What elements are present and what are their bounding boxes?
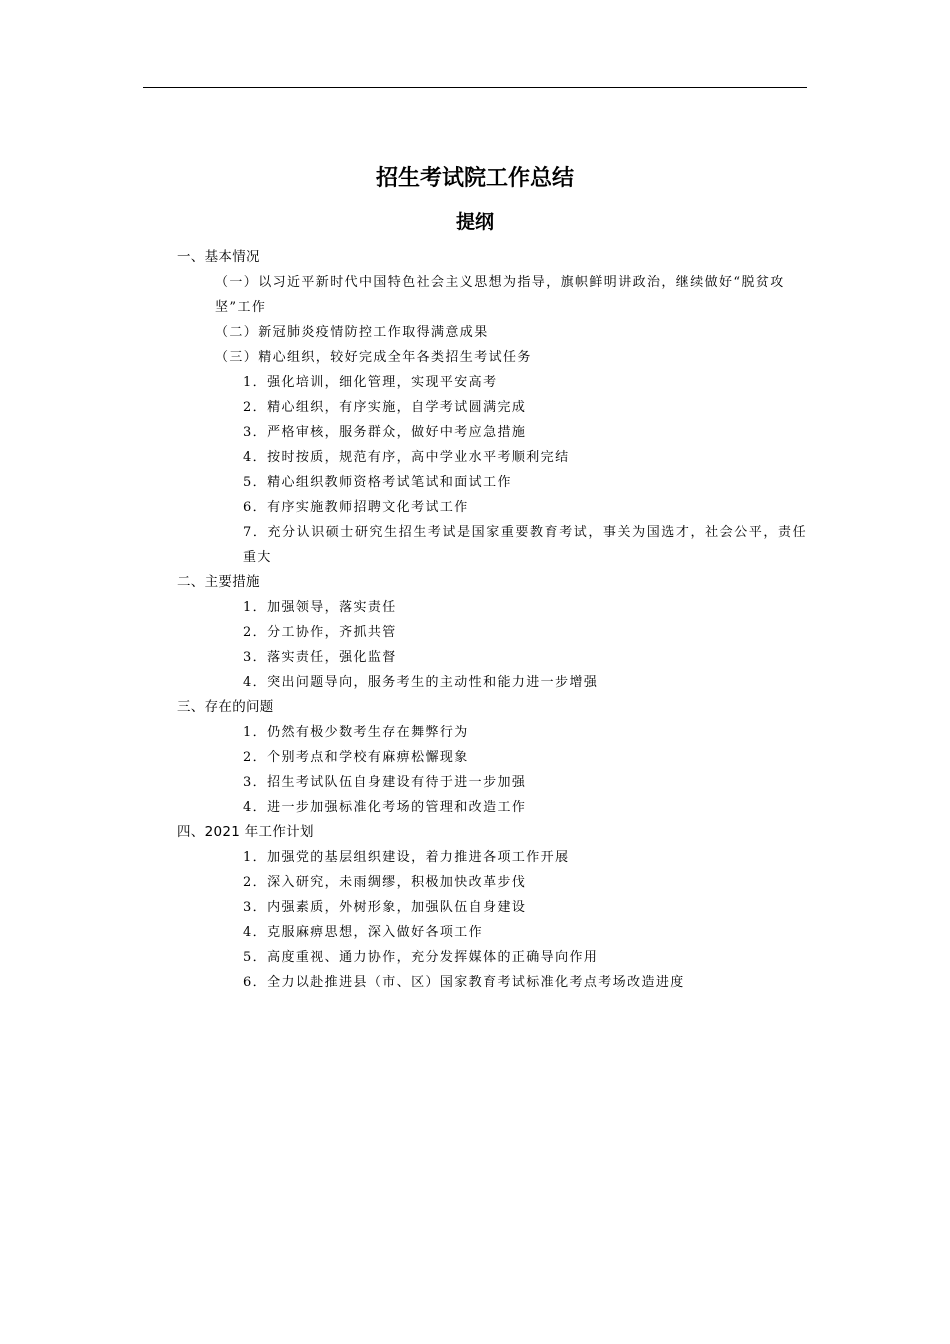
- subsection-item: （二）新冠肺炎疫情防控工作取得满意成果: [215, 325, 489, 340]
- list-item: 5．高度重视、通力协作，充分发挥媒体的正确导向作用: [243, 950, 599, 965]
- list-item: 6．有序实施教师招聘文化考试工作: [243, 500, 469, 515]
- list-item: 4．克服麻痹思想，深入做好各项工作: [243, 925, 484, 940]
- section-heading-main-measures: 二、主要措施: [177, 574, 260, 590]
- list-item: 3．落实责任，强化监督: [243, 650, 397, 665]
- list-item: 4．进一步加强标准化考场的管理和改造工作: [243, 800, 527, 815]
- section-heading-existing-problems: 三、存在的问题: [177, 699, 274, 715]
- document-subtitle: 提纲: [455, 211, 494, 233]
- list-item: 3．招生考试队伍自身建设有待于进一步加强: [243, 775, 527, 790]
- list-item: 5．精心组织教师资格考试笔试和面试工作: [243, 475, 512, 490]
- list-item: 1．强化培训，细化管理，实现平安高考: [243, 375, 498, 390]
- list-item: 2．精心组织，有序实施，自学考试圆满完成: [243, 400, 527, 415]
- list-item: 1．加强党的基层组织建设，着力推进各项工作开展: [243, 850, 570, 865]
- outline: [177, 245, 807, 995]
- list-item: 4．突出问题导向，服务考生的主动性和能力进一步增强: [243, 675, 599, 690]
- list-item: 1．仍然有极少数考生存在舞弊行为: [243, 725, 469, 740]
- list-item: 7．充分认识硕士研究生招生考试是国家重要教育考试，事关为国选才，社会公平，责任重大: [243, 525, 807, 565]
- list-item: 2．分工协作，齐抓共管: [243, 625, 397, 640]
- list-item: 3．严格审核，服务群众，做好中考应急措施: [243, 425, 527, 440]
- section-heading-basic-situation: 一、基本情况: [177, 249, 260, 265]
- document-title: 招生考试院工作总结: [375, 166, 574, 191]
- list-item: 1．加强领导，落实责任: [243, 600, 397, 615]
- list-item: 2．深入研究，未雨绸缪，积极加快改革步伐: [243, 875, 527, 890]
- header-rule: [143, 87, 807, 88]
- list-item: 6．全力以赴推进县（市、区）国家教育考试标准化考点考场改造进度: [243, 975, 685, 990]
- list-item: 4．按时按质，规范有序，高中学业水平考顺利完结: [243, 450, 570, 465]
- list-item: 2．个别考点和学校有麻痹松懈现象: [243, 750, 469, 765]
- section-heading-work-plan: 四、2021 年工作计划: [177, 824, 314, 840]
- list-item: 3．内强素质，外树形象，加强队伍自身建设: [243, 900, 527, 915]
- subsection-item: （三）精心组织，较好完成全年各类招生考试任务: [215, 350, 532, 365]
- subsection-item: （一）以习近平新时代中国特色社会主义思想为指导，旗帜鲜明讲政治，继续做好“脱贫攻坚”工作: [215, 275, 785, 315]
